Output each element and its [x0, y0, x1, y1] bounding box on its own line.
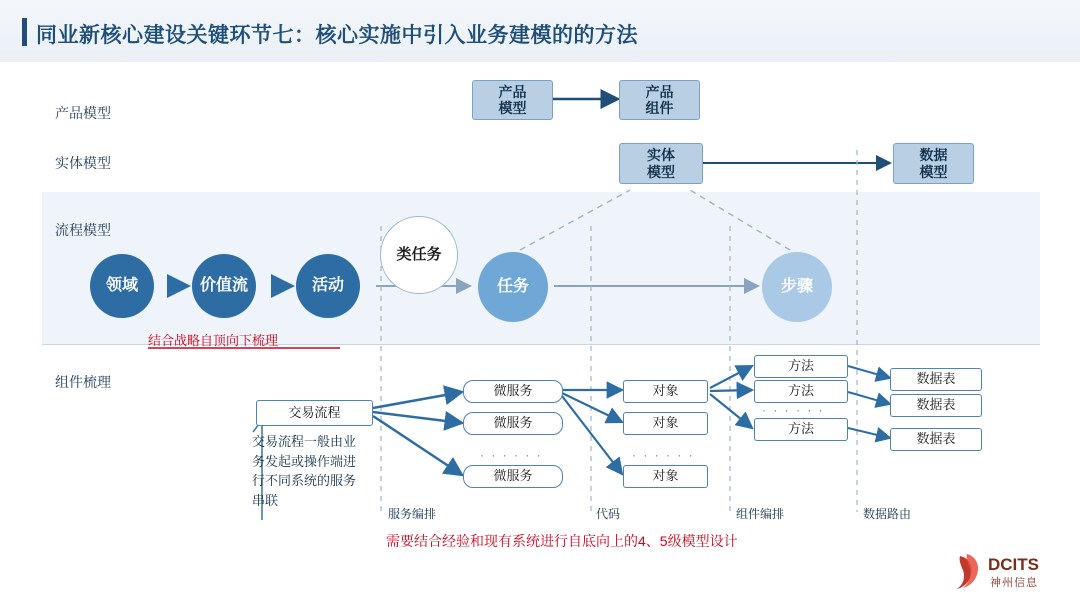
- box-method-3-label: 方法: [787, 421, 814, 437]
- svg-text:神州信息: 神州信息: [990, 577, 1038, 589]
- microservice-ellipsis: · · · · · ·: [480, 448, 543, 462]
- node-task-label: 任务: [496, 278, 529, 296]
- node-domain[interactable]: [90, 254, 154, 318]
- caption-data-routing: 数据路由: [863, 507, 912, 521]
- transaction-flow-note: 交易流程一般由业务发起或操作端进行不同系统的服务串联: [252, 434, 357, 508]
- page-title: 同业新核心建设关键环节七：核心实施中引入业务建模的的方法: [36, 24, 638, 47]
- box-method-1-label: 方法: [787, 358, 814, 374]
- bottom-note: 需要结合经验和现有系统进行自底向上的4、5级模型设计: [386, 533, 738, 549]
- box-entity-model-label: 实体 模型: [647, 147, 675, 180]
- caption-code: 代码: [596, 507, 621, 521]
- node-domain-label: 领域: [105, 277, 138, 295]
- box-microservice-3-label: 微服务: [493, 468, 533, 484]
- box-microservice-1[interactable]: [463, 380, 563, 403]
- title-bar: [0, 0, 1080, 62]
- box-microservice-1-label: 微服务: [493, 383, 533, 399]
- node-step-label: 步骤: [780, 278, 813, 296]
- box-data-model[interactable]: [893, 143, 974, 184]
- box-microservice-2[interactable]: [463, 412, 563, 435]
- box-method-2[interactable]: [754, 380, 848, 403]
- box-data-table-2[interactable]: [890, 394, 982, 417]
- method-ellipsis: · · · · · ·: [762, 403, 825, 417]
- box-method-3[interactable]: [754, 418, 848, 441]
- box-product-component[interactable]: [619, 80, 700, 120]
- box-method-2-label: 方法: [787, 383, 814, 399]
- box-data-model-label: 数据 模型: [919, 147, 948, 180]
- caption-service-orchestration: 服务编排: [388, 507, 437, 521]
- node-value-stream-label: 价值流: [199, 277, 248, 295]
- node-step[interactable]: [762, 252, 832, 322]
- row-label-process: 流程模型: [55, 222, 111, 238]
- box-object-1[interactable]: [623, 380, 708, 403]
- box-object-3[interactable]: [623, 465, 708, 488]
- box-data-table-3-label: 数据表: [916, 431, 956, 447]
- box-data-table-1[interactable]: [890, 368, 982, 391]
- node-value-stream[interactable]: [192, 254, 256, 318]
- box-product-component-label: 产品 组件: [645, 83, 674, 116]
- node-task[interactable]: [478, 252, 548, 322]
- box-object-2[interactable]: [623, 412, 708, 435]
- box-transaction-flow-label: 交易流程: [288, 404, 341, 420]
- object-ellipsis: · · · · · ·: [632, 448, 695, 462]
- box-data-table-3[interactable]: [890, 428, 982, 451]
- box-method-1[interactable]: [754, 355, 848, 378]
- box-entity-model[interactable]: [619, 143, 703, 184]
- box-data-table-2-label: 数据表: [916, 397, 956, 413]
- title-accent-bar: [22, 18, 27, 46]
- row-label-entity: 实体模型: [55, 155, 111, 171]
- row-label-product: 产品模型: [55, 105, 111, 121]
- node-activity-label: 活动: [311, 277, 344, 295]
- band-entity: [42, 130, 1040, 192]
- svg-text:DCITS: DCITS: [988, 555, 1039, 574]
- box-object-3-label: 对象: [652, 468, 679, 484]
- caption-component-orchestration: 组件编排: [736, 507, 785, 521]
- process-note: 结合战略自顶向下梳理: [148, 333, 279, 348]
- node-class-task[interactable]: [380, 216, 458, 294]
- box-product-model[interactable]: [472, 80, 553, 120]
- box-microservice-2-label: 微服务: [493, 415, 533, 431]
- node-class-task-label: 类任务: [396, 245, 442, 263]
- node-activity[interactable]: [296, 254, 360, 318]
- row-label-component: 组件梳理: [55, 374, 111, 390]
- box-object-2-label: 对象: [652, 415, 679, 431]
- box-microservice-3[interactable]: [463, 465, 563, 488]
- company-logo: [954, 548, 1062, 594]
- box-product-model-label: 产品 模型: [498, 83, 527, 116]
- box-data-table-1-label: 数据表: [916, 371, 956, 387]
- box-object-1-label: 对象: [652, 383, 679, 399]
- box-transaction-flow[interactable]: [256, 400, 373, 426]
